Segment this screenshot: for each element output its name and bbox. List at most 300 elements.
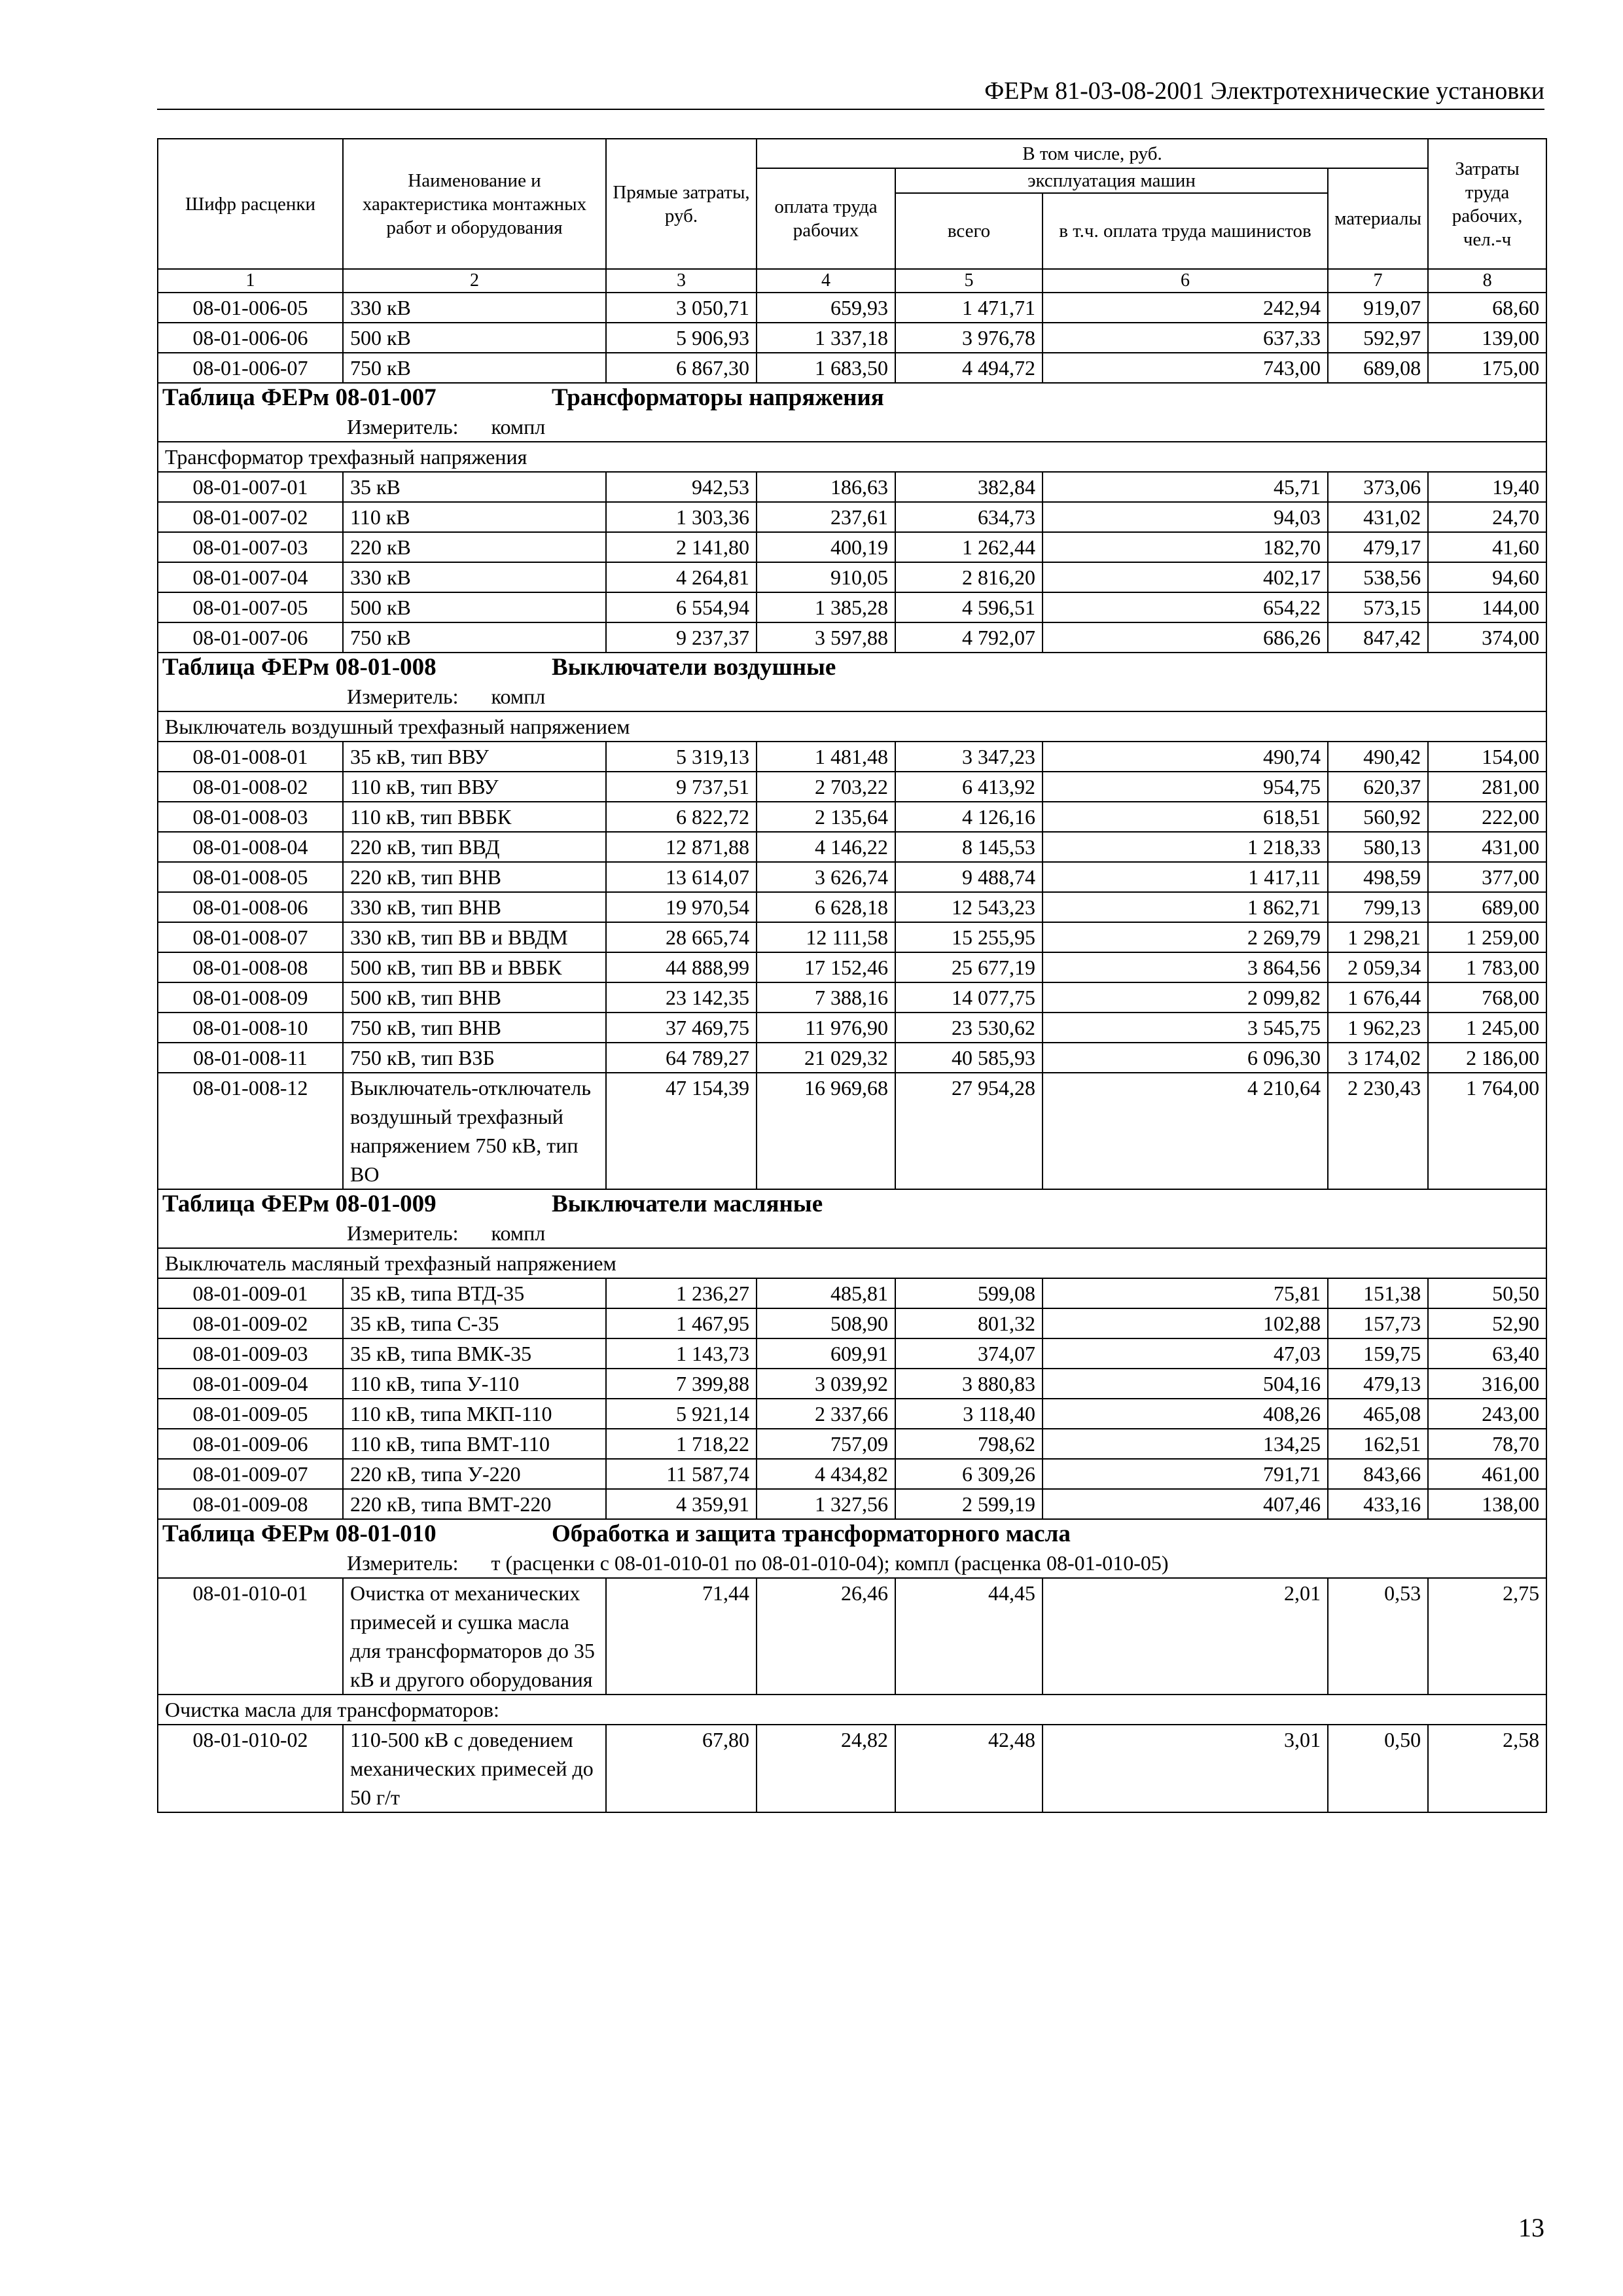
machines-total: 3 880,83 [895, 1369, 1043, 1399]
rates-table [157, 138, 1547, 1813]
labor-cost: 485,81 [757, 1278, 895, 1308]
direct-cost: 37 469,75 [606, 1013, 757, 1043]
table-row [158, 1489, 1546, 1519]
table-row [158, 862, 1546, 892]
work-name: 35 кВ, типа ВТД-35 [343, 1278, 606, 1308]
labor-hours: 138,00 [1428, 1489, 1546, 1519]
col-number: 2 [343, 269, 606, 293]
rate-code: 08-01-009-04 [158, 1369, 343, 1399]
machinists-cost: 654,22 [1043, 592, 1328, 622]
direct-cost: 12 871,88 [606, 832, 757, 862]
machines-total: 801,32 [895, 1308, 1043, 1338]
col-code-header: Шифр расценки [158, 139, 343, 269]
machinists-cost: 407,46 [1043, 1489, 1328, 1519]
table-row [158, 592, 1546, 622]
direct-cost: 13 614,07 [606, 862, 757, 892]
table-row [158, 922, 1546, 952]
rate-code: 08-01-009-01 [158, 1278, 343, 1308]
table-title-row [158, 383, 1546, 412]
work-name: 110 кВ, тип ВВБК [343, 802, 606, 832]
labor-cost: 3 039,92 [757, 1369, 895, 1399]
direct-cost: 64 789,27 [606, 1043, 757, 1073]
materials-cost: 431,02 [1328, 502, 1428, 532]
materials-cost: 799,13 [1328, 892, 1428, 922]
rate-code: 08-01-008-05 [158, 862, 343, 892]
measure-row [158, 1549, 1546, 1578]
machines-total: 2 599,19 [895, 1489, 1043, 1519]
table-row [158, 952, 1546, 982]
labor-hours: 154,00 [1428, 742, 1546, 772]
rate-code: 08-01-008-10 [158, 1013, 343, 1043]
table-title-row [158, 653, 1546, 682]
machines-total: 374,07 [895, 1338, 1043, 1369]
machines-total: 798,62 [895, 1429, 1043, 1459]
materials-cost: 2 230,43 [1328, 1073, 1428, 1189]
machines-total: 382,84 [895, 472, 1043, 502]
measure-label: Измеритель: [347, 1221, 459, 1245]
labor-cost: 21 029,32 [757, 1043, 895, 1073]
table-row [158, 1013, 1546, 1043]
direct-cost: 1 236,27 [606, 1278, 757, 1308]
labor-hours: 768,00 [1428, 982, 1546, 1013]
machinists-cost: 3,01 [1043, 1725, 1328, 1812]
group-subtitle: Трансформатор трехфазный напряжения [158, 442, 1546, 472]
materials-cost: 538,56 [1328, 562, 1428, 592]
col-number: 7 [1328, 269, 1428, 293]
labor-cost: 11 976,90 [757, 1013, 895, 1043]
labor-cost: 1 327,56 [757, 1489, 895, 1519]
direct-cost: 44 888,99 [606, 952, 757, 982]
subtitle-row [158, 1695, 1546, 1725]
direct-cost: 6 867,30 [606, 353, 757, 383]
materials-cost: 162,51 [1328, 1429, 1428, 1459]
labor-hours: 461,00 [1428, 1459, 1546, 1489]
labor-hours: 52,90 [1428, 1308, 1546, 1338]
table-number: Таблица ФЕРм 08-01-008 [162, 654, 437, 681]
measure-unit: компл [491, 1221, 546, 1245]
work-name: 220 кВ, тип ВВД [343, 832, 606, 862]
labor-hours: 431,00 [1428, 832, 1546, 862]
labor-cost: 3 626,74 [757, 862, 895, 892]
labor-cost: 3 597,88 [757, 622, 895, 653]
materials-cost: 843,66 [1328, 1459, 1428, 1489]
machines-total: 27 954,28 [895, 1073, 1043, 1189]
table-row [158, 502, 1546, 532]
direct-cost: 47 154,39 [606, 1073, 757, 1189]
machinists-cost: 743,00 [1043, 353, 1328, 383]
table-number: Таблица ФЕРм 08-01-007 [162, 384, 437, 411]
table-number: Таблица ФЕРм 08-01-009 [162, 1191, 437, 1217]
machines-total: 25 677,19 [895, 952, 1043, 982]
col-direct-header: Прямые затраты, руб. [606, 139, 757, 269]
rate-code: 08-01-006-05 [158, 293, 343, 323]
table-number: Таблица ФЕРм 08-01-010 [162, 1520, 437, 1547]
direct-cost: 2 141,80 [606, 532, 757, 562]
materials-cost: 0,53 [1328, 1578, 1428, 1695]
labor-hours: 316,00 [1428, 1369, 1546, 1399]
col-number: 1 [158, 269, 343, 293]
work-name: 330 кВ [343, 293, 606, 323]
labor-cost: 1 385,28 [757, 592, 895, 622]
direct-cost: 1 143,73 [606, 1338, 757, 1369]
running-header: ФЕРм 81-03-08-2001 Электротехнические установки [984, 77, 1544, 105]
work-name: 330 кВ [343, 562, 606, 592]
table-title-row [158, 1189, 1546, 1219]
labor-hours: 78,70 [1428, 1429, 1546, 1459]
rate-code: 08-01-007-01 [158, 472, 343, 502]
machines-total: 4 596,51 [895, 592, 1043, 622]
col-hours-header: Затраты труда рабочих, чел.-ч [1428, 139, 1546, 269]
machines-total: 23 530,62 [895, 1013, 1043, 1043]
table-name: Трансформаторы напряжения [552, 384, 884, 411]
labor-cost: 26,46 [757, 1578, 895, 1695]
table-row [158, 622, 1546, 653]
table-row [158, 532, 1546, 562]
rate-code: 08-01-009-08 [158, 1489, 343, 1519]
machines-total: 42,48 [895, 1725, 1043, 1812]
col-number: 3 [606, 269, 757, 293]
labor-cost: 2 703,22 [757, 772, 895, 802]
materials-cost: 151,38 [1328, 1278, 1428, 1308]
materials-cost: 479,17 [1328, 532, 1428, 562]
table-row [158, 772, 1546, 802]
col-incl-header: В том числе, руб. [757, 139, 1428, 168]
measure-unit: компл [491, 685, 546, 708]
machines-total: 3 347,23 [895, 742, 1043, 772]
work-name: 220 кВ, типа ВМТ-220 [343, 1489, 606, 1519]
work-name: 750 кВ, тип ВНВ [343, 1013, 606, 1043]
materials-cost: 3 174,02 [1328, 1043, 1428, 1073]
machinists-cost: 47,03 [1043, 1338, 1328, 1369]
col-number: 6 [1043, 269, 1328, 293]
work-name: 35 кВ [343, 472, 606, 502]
rate-code: 08-01-006-07 [158, 353, 343, 383]
machines-total: 44,45 [895, 1578, 1043, 1695]
col-number: 5 [895, 269, 1043, 293]
rate-code: 08-01-008-11 [158, 1043, 343, 1073]
labor-cost: 186,63 [757, 472, 895, 502]
rate-code: 08-01-007-05 [158, 592, 343, 622]
materials-cost: 373,06 [1328, 472, 1428, 502]
labor-cost: 508,90 [757, 1308, 895, 1338]
labor-cost: 24,82 [757, 1725, 895, 1812]
rate-code: 08-01-008-08 [158, 952, 343, 982]
labor-hours: 144,00 [1428, 592, 1546, 622]
labor-hours: 63,40 [1428, 1338, 1546, 1369]
table-row [158, 323, 1546, 353]
table-name: Обработка и защита трансформаторного масла [552, 1520, 1071, 1547]
table-body [158, 293, 1546, 1812]
table-row [158, 562, 1546, 592]
materials-cost: 433,16 [1328, 1489, 1428, 1519]
table-row [158, 1578, 1546, 1695]
machinists-cost: 618,51 [1043, 802, 1328, 832]
direct-cost: 11 587,74 [606, 1459, 757, 1489]
labor-hours: 243,00 [1428, 1399, 1546, 1429]
col-materials-header: материалы [1328, 168, 1428, 269]
labor-hours: 2 186,00 [1428, 1043, 1546, 1073]
rate-code: 08-01-008-09 [158, 982, 343, 1013]
labor-hours: 50,50 [1428, 1278, 1546, 1308]
work-name: 500 кВ, тип ВНВ [343, 982, 606, 1013]
work-name: 750 кВ [343, 353, 606, 383]
work-name: 110 кВ [343, 502, 606, 532]
table-row [158, 1308, 1546, 1338]
labor-hours: 1 764,00 [1428, 1073, 1546, 1189]
group-subtitle: Выключатель масляный трехфазный напряжением [158, 1248, 1546, 1278]
labor-cost: 1 481,48 [757, 742, 895, 772]
machines-total: 9 488,74 [895, 862, 1043, 892]
machinists-cost: 102,88 [1043, 1308, 1328, 1338]
materials-cost: 620,37 [1328, 772, 1428, 802]
machinists-cost: 75,81 [1043, 1278, 1328, 1308]
direct-cost: 67,80 [606, 1725, 757, 1812]
labor-cost: 4 146,22 [757, 832, 895, 862]
direct-cost: 1 303,36 [606, 502, 757, 532]
machines-total: 599,08 [895, 1278, 1043, 1308]
materials-cost: 0,50 [1328, 1725, 1428, 1812]
rate-code: 08-01-007-06 [158, 622, 343, 653]
labor-hours: 19,40 [1428, 472, 1546, 502]
work-name: Очистка от механических примесей и сушка масла для трансформаторов до 35 кВ и другого оборудования [343, 1578, 606, 1695]
work-name: 500 кВ [343, 323, 606, 353]
rate-code: 08-01-008-12 [158, 1073, 343, 1189]
machines-total: 4 126,16 [895, 802, 1043, 832]
group-subtitle: Выключатель воздушный трехфазный напряжением [158, 711, 1546, 742]
machinists-cost: 490,74 [1043, 742, 1328, 772]
machines-total: 634,73 [895, 502, 1043, 532]
machinists-cost: 954,75 [1043, 772, 1328, 802]
materials-cost: 159,75 [1328, 1338, 1428, 1369]
machinists-cost: 686,26 [1043, 622, 1328, 653]
direct-cost: 23 142,35 [606, 982, 757, 1013]
machinists-cost: 1 218,33 [1043, 832, 1328, 862]
materials-cost: 919,07 [1328, 293, 1428, 323]
machinists-cost: 2 269,79 [1043, 922, 1328, 952]
machinists-cost: 94,03 [1043, 502, 1328, 532]
work-name: 110 кВ, типа У-110 [343, 1369, 606, 1399]
rate-code: 08-01-010-01 [158, 1578, 343, 1695]
work-name: 750 кВ, тип ВЗБ [343, 1043, 606, 1073]
direct-cost: 71,44 [606, 1578, 757, 1695]
table-row [158, 353, 1546, 383]
machines-total: 15 255,95 [895, 922, 1043, 952]
machinists-cost: 1 417,11 [1043, 862, 1328, 892]
machines-total: 3 118,40 [895, 1399, 1043, 1429]
direct-cost: 1 718,22 [606, 1429, 757, 1459]
machines-total: 6 413,92 [895, 772, 1043, 802]
col-name-header: Наименование и характеристика монтажных работ и оборудования [343, 139, 606, 269]
header-rule [157, 109, 1544, 110]
rate-code: 08-01-010-02 [158, 1725, 343, 1812]
work-name: 500 кВ, тип ВВ и ВВБК [343, 952, 606, 982]
labor-cost: 910,05 [757, 562, 895, 592]
column-numbers-row [158, 269, 1546, 293]
labor-cost: 757,09 [757, 1429, 895, 1459]
rate-code: 08-01-009-07 [158, 1459, 343, 1489]
measure-row [158, 412, 1546, 442]
machinists-cost: 408,26 [1043, 1399, 1328, 1429]
measure-label: Измеритель: [347, 415, 459, 439]
subtitle-row [158, 1248, 1546, 1278]
machines-total: 40 585,93 [895, 1043, 1043, 1073]
labor-hours: 1 783,00 [1428, 952, 1546, 982]
col-machinists-header: в т.ч. оплата труда машинистов [1043, 193, 1328, 269]
machines-total: 2 816,20 [895, 562, 1043, 592]
materials-cost: 1 298,21 [1328, 922, 1428, 952]
labor-hours: 374,00 [1428, 622, 1546, 653]
table-row [158, 982, 1546, 1013]
materials-cost: 847,42 [1328, 622, 1428, 653]
machinists-cost: 182,70 [1043, 532, 1328, 562]
direct-cost: 7 399,88 [606, 1369, 757, 1399]
rate-code: 08-01-007-03 [158, 532, 343, 562]
direct-cost: 6 554,94 [606, 592, 757, 622]
labor-hours: 2,58 [1428, 1725, 1546, 1812]
labor-hours: 41,60 [1428, 532, 1546, 562]
machinists-cost: 504,16 [1043, 1369, 1328, 1399]
materials-cost: 490,42 [1328, 742, 1428, 772]
table-row [158, 1338, 1546, 1369]
direct-cost: 4 359,91 [606, 1489, 757, 1519]
table-row [158, 1399, 1546, 1429]
machines-total: 6 309,26 [895, 1459, 1043, 1489]
direct-cost: 1 467,95 [606, 1308, 757, 1338]
col-labor-header: оплата труда рабочих [757, 168, 895, 269]
rate-code: 08-01-007-02 [158, 502, 343, 532]
machinists-cost: 242,94 [1043, 293, 1328, 323]
materials-cost: 592,97 [1328, 323, 1428, 353]
labor-cost: 237,61 [757, 502, 895, 532]
work-name: 35 кВ, тип ВВУ [343, 742, 606, 772]
rate-code: 08-01-008-04 [158, 832, 343, 862]
table-row [158, 1073, 1546, 1189]
table-row [158, 1429, 1546, 1459]
machinists-cost: 1 862,71 [1043, 892, 1328, 922]
direct-cost: 5 319,13 [606, 742, 757, 772]
work-name: 330 кВ, тип ВНВ [343, 892, 606, 922]
machines-total: 12 543,23 [895, 892, 1043, 922]
labor-hours: 281,00 [1428, 772, 1546, 802]
machinists-cost: 6 096,30 [1043, 1043, 1328, 1073]
labor-hours: 377,00 [1428, 862, 1546, 892]
labor-cost: 1 683,50 [757, 353, 895, 383]
subtitle-row [158, 711, 1546, 742]
work-name: 35 кВ, типа С-35 [343, 1308, 606, 1338]
direct-cost: 6 822,72 [606, 802, 757, 832]
labor-cost: 2 337,66 [757, 1399, 895, 1429]
machinists-cost: 45,71 [1043, 472, 1328, 502]
work-name: 750 кВ [343, 622, 606, 653]
direct-cost: 5 906,93 [606, 323, 757, 353]
machines-total: 8 145,53 [895, 832, 1043, 862]
measure-label: Измеритель: [347, 685, 459, 708]
work-name: 110 кВ, типа МКП-110 [343, 1399, 606, 1429]
measure-label: Измеритель: [347, 1551, 459, 1575]
machines-total: 3 976,78 [895, 323, 1043, 353]
labor-hours: 689,00 [1428, 892, 1546, 922]
direct-cost: 9 237,37 [606, 622, 757, 653]
measure-unit: компл [491, 415, 546, 439]
materials-cost: 479,13 [1328, 1369, 1428, 1399]
machines-total: 14 077,75 [895, 982, 1043, 1013]
machines-total: 4 792,07 [895, 622, 1043, 653]
direct-cost: 942,53 [606, 472, 757, 502]
labor-hours: 175,00 [1428, 353, 1546, 383]
measure-row [158, 682, 1546, 711]
rate-code: 08-01-008-02 [158, 772, 343, 802]
labor-hours: 222,00 [1428, 802, 1546, 832]
machinists-cost: 3 545,75 [1043, 1013, 1328, 1043]
machinists-cost: 134,25 [1043, 1429, 1328, 1459]
rate-code: 08-01-008-01 [158, 742, 343, 772]
rate-code: 08-01-008-07 [158, 922, 343, 952]
materials-cost: 573,15 [1328, 592, 1428, 622]
rate-code: 08-01-009-03 [158, 1338, 343, 1369]
labor-cost: 7 388,16 [757, 982, 895, 1013]
table-row [158, 1043, 1546, 1073]
work-name: 35 кВ, типа ВМК-35 [343, 1338, 606, 1369]
machines-total: 1 471,71 [895, 293, 1043, 323]
labor-hours: 139,00 [1428, 323, 1546, 353]
labor-hours: 94,60 [1428, 562, 1546, 592]
labor-cost: 1 337,18 [757, 323, 895, 353]
work-name: 220 кВ, типа У-220 [343, 1459, 606, 1489]
labor-hours: 2,75 [1428, 1578, 1546, 1695]
rate-code: 08-01-006-06 [158, 323, 343, 353]
page-number: 13 [1518, 2213, 1544, 2242]
labor-cost: 400,19 [757, 532, 895, 562]
labor-cost: 609,91 [757, 1338, 895, 1369]
labor-hours: 68,60 [1428, 293, 1546, 323]
materials-cost: 560,92 [1328, 802, 1428, 832]
table-row [158, 832, 1546, 862]
subtitle-row [158, 442, 1546, 472]
col-number: 8 [1428, 269, 1546, 293]
machinists-cost: 2 099,82 [1043, 982, 1328, 1013]
materials-cost: 1 676,44 [1328, 982, 1428, 1013]
rate-code: 08-01-007-04 [158, 562, 343, 592]
materials-cost: 498,59 [1328, 862, 1428, 892]
table-row [158, 472, 1546, 502]
labor-cost: 659,93 [757, 293, 895, 323]
measure-unit: т (расценки с 08-01-010-01 по 08-01-010-04); компл (расценка 08-01-010-05) [491, 1551, 1169, 1575]
table-name: Выключатели воздушные [552, 654, 836, 681]
materials-cost: 2 059,34 [1328, 952, 1428, 982]
work-name: 220 кВ, тип ВНВ [343, 862, 606, 892]
work-name: 330 кВ, тип ВВ и ВВДМ [343, 922, 606, 952]
materials-cost: 1 962,23 [1328, 1013, 1428, 1043]
work-name: 110 кВ, тип ВВУ [343, 772, 606, 802]
labor-hours: 24,70 [1428, 502, 1546, 532]
work-name: Выключатель-отключатель воздушный трехфазный напряжением 750 кВ, тип ВО [343, 1073, 606, 1189]
work-name: 220 кВ [343, 532, 606, 562]
labor-cost: 6 628,18 [757, 892, 895, 922]
labor-cost: 16 969,68 [757, 1073, 895, 1189]
labor-cost: 12 111,58 [757, 922, 895, 952]
machinists-cost: 637,33 [1043, 323, 1328, 353]
direct-cost: 19 970,54 [606, 892, 757, 922]
machinists-cost: 4 210,64 [1043, 1073, 1328, 1189]
work-name: 110 кВ, типа ВМТ-110 [343, 1429, 606, 1459]
group-subtitle: Очистка масла для трансформаторов: [158, 1695, 1546, 1725]
direct-cost: 9 737,51 [606, 772, 757, 802]
machinists-cost: 402,17 [1043, 562, 1328, 592]
table-row [158, 1725, 1546, 1812]
rate-code: 08-01-009-05 [158, 1399, 343, 1429]
measure-row [158, 1219, 1546, 1248]
table-row [158, 742, 1546, 772]
